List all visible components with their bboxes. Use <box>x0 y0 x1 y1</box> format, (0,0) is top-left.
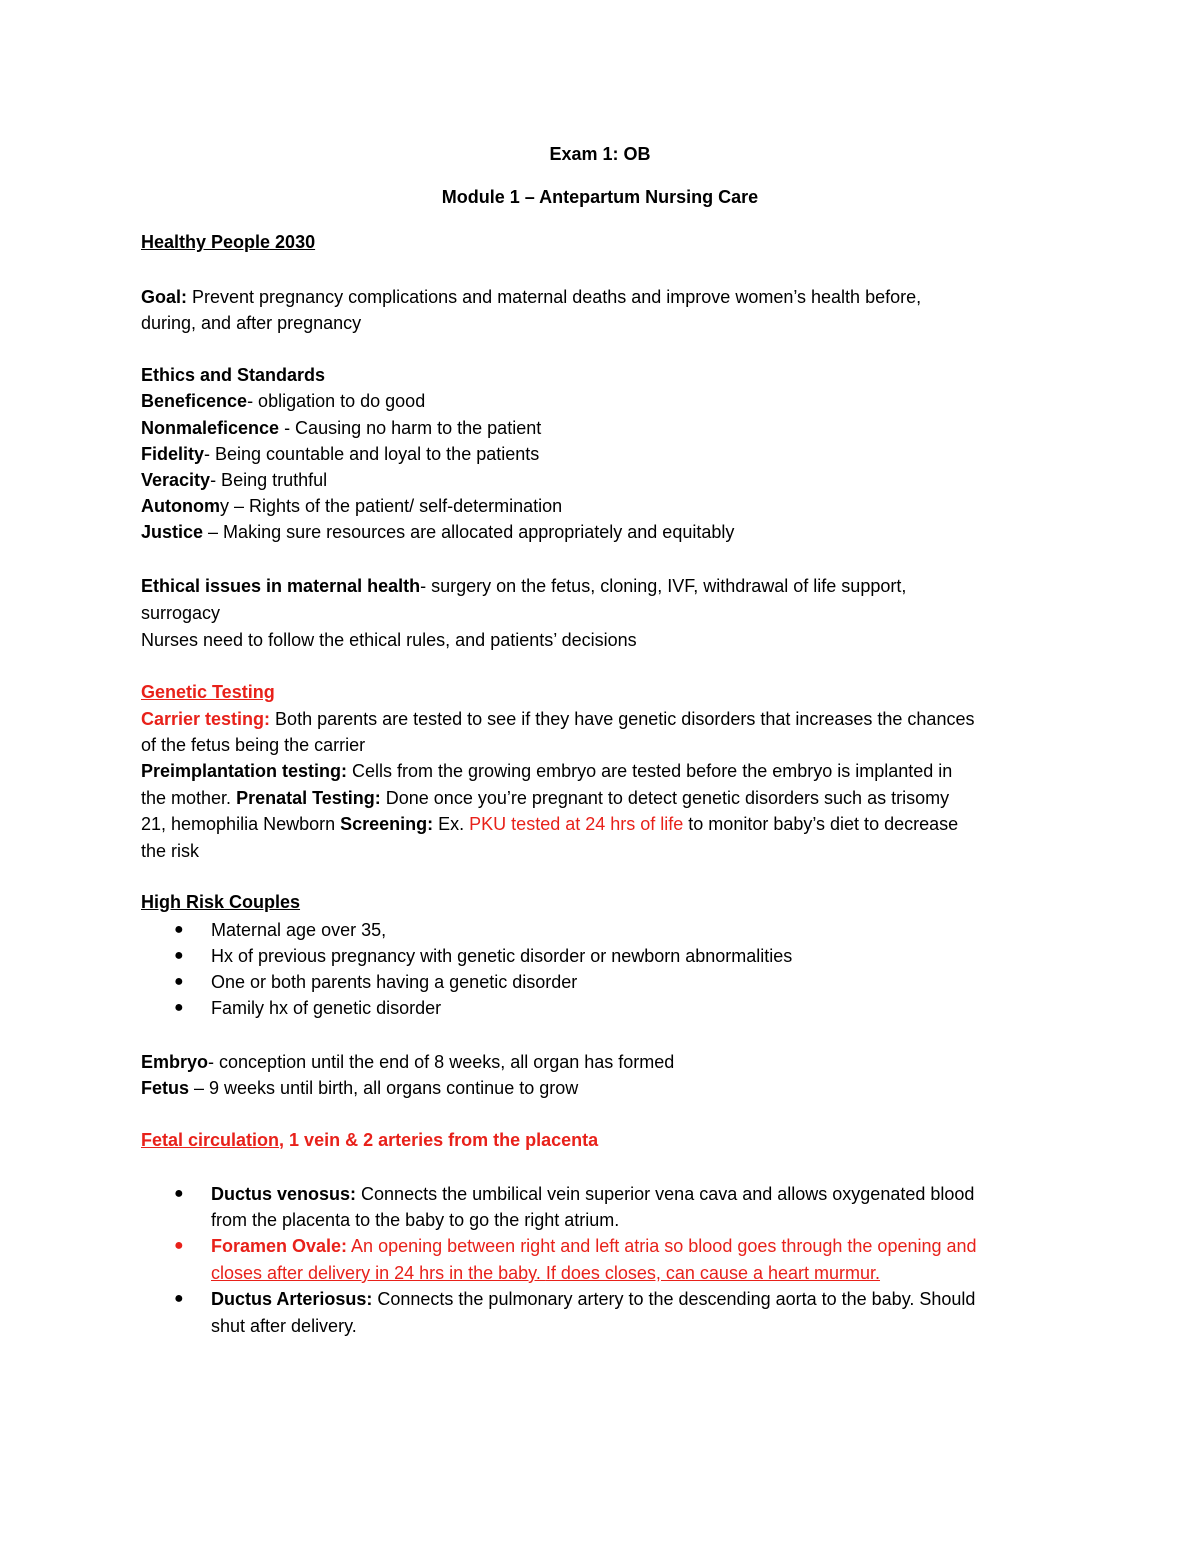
ethics-term: Beneficence <box>141 391 248 411</box>
screening-line <box>141 814 958 835</box>
embryo-text: - conception until the end of 8 weeks, all organ has formed <box>208 1052 675 1072</box>
goal-line-2: during, and after pregnancy <box>141 313 362 333</box>
document-subtitle: Module 1 – Antepartum Nursing Care <box>441 187 759 207</box>
ductus-venosus-text: Connects the umbilical vein superior vena cava and allows oxygenated blood <box>356 1184 975 1204</box>
ethics-desc: - Being truthful <box>210 470 328 490</box>
ethics-item <box>141 496 562 517</box>
ethics-term: Nonmaleficence <box>141 418 280 438</box>
ethics-desc: y – Rights of the patient/ self-determination <box>219 496 563 516</box>
ethics-term: Justice <box>141 522 204 542</box>
ethics-item <box>141 391 425 412</box>
fetus-line <box>141 1078 578 1099</box>
carrier-text: Both parents are tested to see if they have genetic disorders that increases the chances <box>270 709 975 729</box>
ethics-term: Fidelity <box>141 444 205 464</box>
goal-label: Goal: <box>141 287 188 307</box>
ethical-issues-line-2: surrogacy <box>141 603 221 623</box>
ethical-issues-text: - surgery on the fetus, cloning, IVF, withdrawal of life support, <box>420 576 907 596</box>
pku-text: PKU tested at 24 hrs of life <box>469 814 684 834</box>
ethics-item <box>141 470 327 491</box>
fetus-label: Fetus <box>141 1078 190 1098</box>
goal-text: Prevent pregnancy complications and maternal deaths and improve women’s health before, <box>187 287 922 307</box>
ethics-heading: Ethics and Standards <box>141 365 326 385</box>
bullet-icon: ● <box>174 999 184 1016</box>
ductus-venosus-label: Ductus venosus: <box>211 1184 357 1204</box>
trisomy-text: 21, hemophilia Newborn <box>141 814 341 834</box>
carrier-line-2: of the fetus being the carrier <box>141 735 366 755</box>
foramen-ovale-text: An opening between right and left atria so blood goes through the opening and <box>347 1236 977 1256</box>
nurses-line: Nurses need to follow the ethical rules, and patients’ decisions <box>141 630 637 650</box>
ethics-desc: - Causing no harm to the patient <box>279 418 542 438</box>
foramen-ovale-line-1 <box>211 1236 977 1257</box>
list-item: Maternal age over 35, <box>211 920 387 940</box>
list-item: One or both parents having a genetic disorder <box>211 972 578 992</box>
preimplantation-text: Cells from the growing embryo are tested before the embryo is implanted in <box>347 761 953 781</box>
preimplantation-line <box>141 761 952 782</box>
bullet-icon: ● <box>174 1185 184 1202</box>
example-text: Ex. <box>433 814 470 834</box>
ethics-item <box>141 444 539 465</box>
bullet-icon: ● <box>174 1237 184 1254</box>
ethics-item <box>141 418 541 439</box>
bullet-icon: ● <box>174 947 184 964</box>
fetal-circulation-detail: , 1 vein & 2 arteries from the placenta <box>279 1130 599 1150</box>
ethics-item <box>141 522 734 543</box>
diet-text: to monitor baby’s diet to decrease <box>683 814 959 834</box>
fetus-text: – 9 weeks until birth, all organs continue to grow <box>189 1078 579 1098</box>
ethics-term: Autonom <box>141 496 220 516</box>
high-risk-heading: High Risk Couples <box>141 892 301 912</box>
carrier-label: Carrier testing: <box>141 709 271 729</box>
genetic-testing-heading: Genetic Testing <box>141 682 275 702</box>
prenatal-label: Prenatal Testing: <box>236 788 381 808</box>
ethics-desc: - obligation to do good <box>247 391 426 411</box>
carrier-line-1 <box>141 709 974 730</box>
ductus-venosus-line-1 <box>211 1184 974 1205</box>
embryo-line <box>141 1052 674 1073</box>
ductus-arteriosus-label: Ductus Arteriosus: <box>211 1289 373 1309</box>
bullet-icon: ● <box>174 973 184 990</box>
risk-line: the risk <box>141 841 200 861</box>
ethics-desc: - Being countable and loyal to the patients <box>204 444 540 464</box>
ductus-arteriosus-line-1 <box>211 1289 975 1310</box>
bullet-icon: ● <box>174 1290 184 1307</box>
foramen-ovale-label: Foramen Ovale: <box>211 1236 348 1256</box>
fetal-circulation-heading <box>141 1130 598 1151</box>
ethics-term: Veracity <box>141 470 211 490</box>
ductus-arteriosus-text: Connects the pulmonary artery to the descending aorta to the baby. Should <box>372 1289 976 1309</box>
ductus-arteriosus-line-2: shut after delivery. <box>211 1316 357 1336</box>
foramen-ovale-closure: closes after delivery in 24 hrs in the baby. <box>211 1263 546 1283</box>
prenatal-line <box>141 788 949 809</box>
ethics-desc: – Making sure resources are allocated appropriately and equitably <box>203 522 735 542</box>
list-item: Hx of previous pregnancy with genetic disorder or newborn abnormalities <box>211 946 793 966</box>
list-item: Family hx of genetic disorder <box>211 998 442 1018</box>
screening-label: Screening: <box>340 814 434 834</box>
document-title: Exam 1: OB <box>549 144 651 164</box>
goal-line-1 <box>141 287 921 308</box>
ethical-issues-label: Ethical issues in maternal health <box>141 576 421 596</box>
fetal-circulation-title: Fetal circulation <box>141 1130 280 1150</box>
embryo-label: Embryo <box>141 1052 209 1072</box>
mother-text: the mother. <box>141 788 237 808</box>
bullet-icon: ● <box>174 921 184 938</box>
prenatal-text: Done once you’re pregnant to detect genetic disorders such as trisomy <box>380 788 950 808</box>
preimplantation-label: Preimplantation testing: <box>141 761 348 781</box>
foramen-ovale-line-2 <box>211 1263 880 1284</box>
healthy-people-heading: Healthy People 2030 <box>141 232 316 252</box>
ductus-venosus-line-2: from the placenta to the baby to go the right atrium. <box>211 1210 620 1230</box>
foramen-ovale-murmur: If does closes, can cause a heart murmur. <box>545 1263 881 1283</box>
ethical-issues-line-1 <box>141 576 906 597</box>
